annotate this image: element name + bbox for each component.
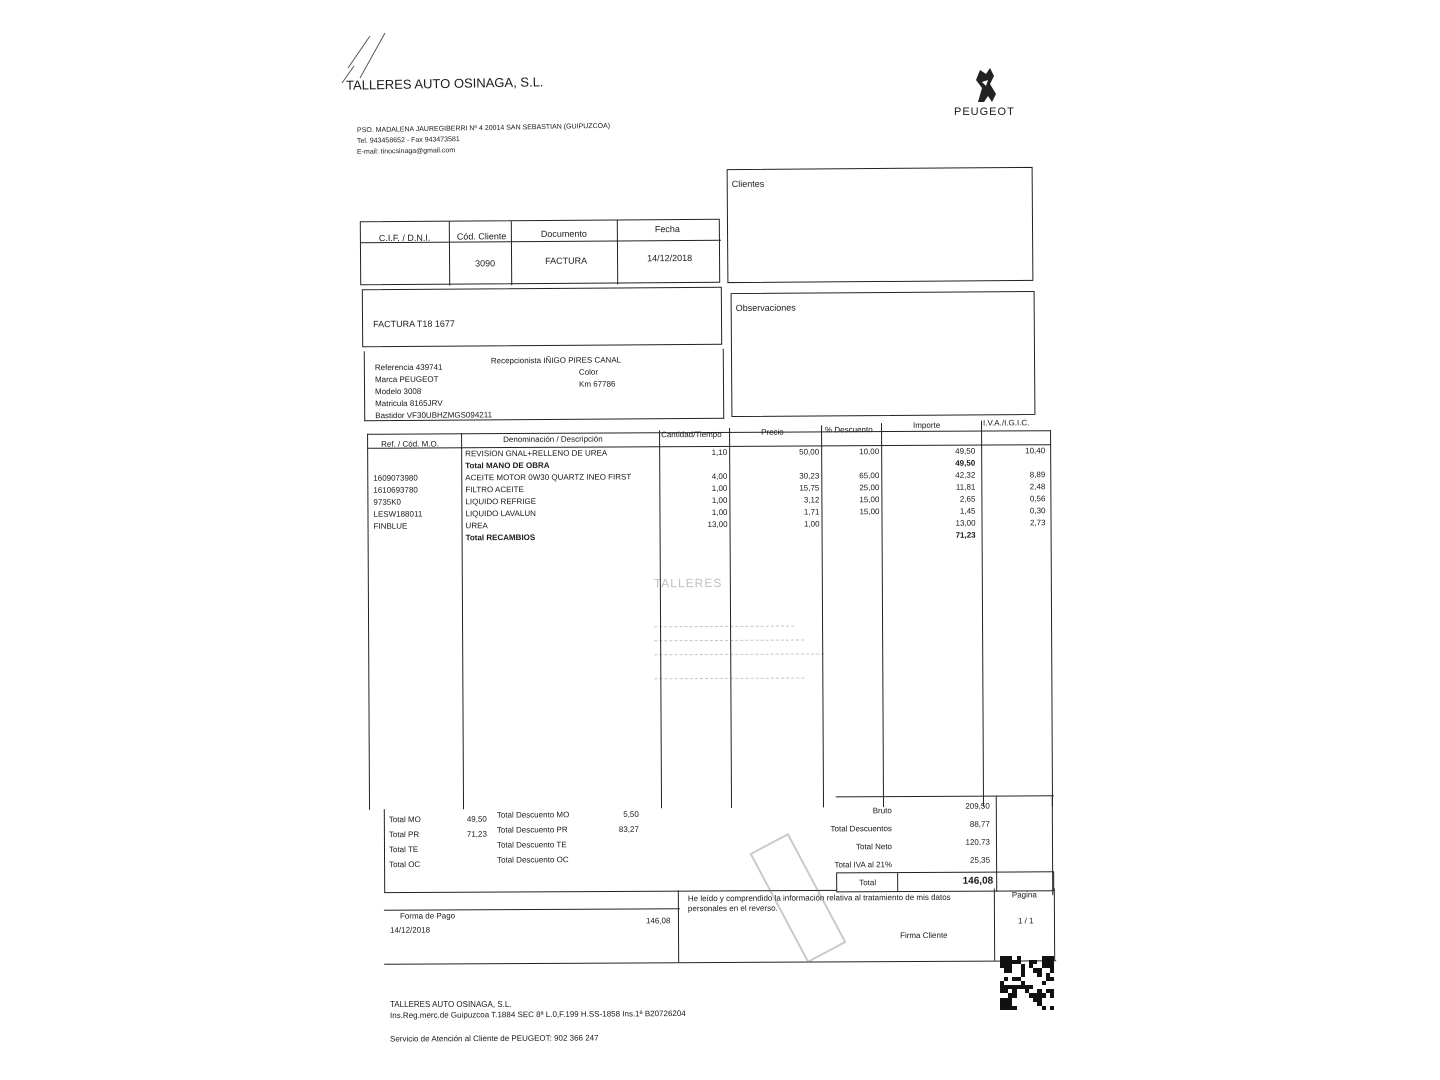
peugeot-lion-logo [964,64,1008,106]
grand-total-value: 146,08 [962,875,994,887]
cell-desc: LIQUIDO REFRIGE [465,496,537,507]
vehicle-km: Km 67786 [578,379,616,389]
company-stamp [644,567,905,698]
summary-disc-label: Total Descuento PR [496,825,568,835]
cell-desc: ACEITE MOTOR 0W30 QUARTZ INEO FIRST [465,472,632,483]
header-table [360,219,720,286]
document-label: Documento [540,228,587,239]
qr-module [1012,993,1016,997]
cell-qty: 1,00 [711,507,728,517]
cell-desc: LIQUIDO LAVALUN [465,508,536,519]
page-number: 1 / 1 [1017,916,1034,926]
total-discounts-value: 88,77 [969,819,990,829]
invoice-number: FACTURA T18 1677 [373,318,455,330]
vehicle-model: Modelo 3008 [375,386,422,397]
summary-value: 49,50 [466,814,487,824]
qr-module [1050,1006,1054,1010]
brand-name: PEUGEOT [954,106,1015,118]
cell-vat: 8,89 [1029,470,1046,480]
observations-label: Observaciones [735,302,796,314]
vat-total-label: Total IVA al 21% [834,860,893,870]
client-code-value: 3090 [475,258,496,269]
bottom-company: TALLERES AUTO OSINAGA, S.L. [390,1000,512,1009]
cell-desc: FILTRO ACEITE [465,484,524,495]
cell-ref: 1610693780 [373,485,418,495]
summary-right [780,795,1057,896]
cell-amount: 13,00 [955,518,976,528]
summary-disc-label: Total Descuento TE [496,840,567,850]
date-label: Fecha [654,224,680,235]
bottom-service: Servicio de Atención al Cliente de PEUGEOT: 902 366 247 [389,1033,599,1044]
grand-total-label: Total [859,878,877,888]
summary-label: Total OC [389,859,421,870]
bruto-value: 209,50 [965,801,990,811]
cell-disc: 10,00 [859,447,880,457]
cell-ref: FINBLUE [373,521,408,531]
vehicle-color: Color [578,367,599,377]
header-vat: I.V.A./I.G.I.C. [982,418,1030,428]
qr-module [1004,977,1008,981]
cell-ref: LESW188011 [373,509,423,519]
vehicle-brand: Marca PEUGEOT [374,374,439,385]
payment-amount: 146,08 [645,916,671,926]
header-description: Denominación / Descripción [503,434,603,445]
cell-price: 30,23 [799,471,820,481]
cell-desc: REVISION GNAL+RELLENO DE UREA [465,448,608,459]
company-name: TALLERES AUTO OSINAGA, S.L. [345,74,544,93]
qr-module [1042,993,1046,997]
bruto-label: Bruto [872,806,892,816]
cell-qty: 1,00 [711,495,728,505]
vehicle-plate: Matricula 8165JRV [375,398,443,409]
cell-disc: 15,00 [859,495,880,505]
header-price: Precio [761,427,784,437]
payment-method-label: Forma de Pago [399,911,456,921]
net-total-value: 120,73 [965,837,991,847]
summary-disc-label: Total Descuento OC [497,855,569,865]
qr-module [1042,981,1046,985]
vehicle-reference: Referencia 439741 [374,362,443,373]
summary-label: Total TE [388,845,419,855]
stamp-text: TALLERES [653,575,723,591]
qr-module [1033,960,1037,964]
client-code-label: Cód. Cliente [456,231,507,242]
cell-qty: 4,00 [711,471,728,481]
footer [384,888,1056,964]
company-address: PSO. MADALENA JAUREGIBERRI Nº 4 20014 SAN SEBASTIAN (GUIPUZCOA) [356,122,611,135]
qr-module [1012,1006,1016,1010]
qr-module [1037,973,1041,977]
cell-desc: UREA [465,521,488,531]
company-phone: Tel. 943458652 - Fax 943473581 [356,136,460,145]
cell-desc: Total RECAMBIOS [465,532,536,543]
bottom-registry: Ins.Reg.merc.de Guipuzcoa T.1884 SEC 8ª L.0,F.199 H.SS-1858 Ins.1ª B20726204 [389,1008,686,1021]
vehicle-vin: Bastidor VF30UBHZMGS094211 [375,410,493,421]
cif-label: C.I.F. / D.N.I. [378,232,431,244]
vehicle-receptionist: Recepcionista IÑIGO PIRES CANAL [490,355,622,366]
page-label: Pagina [1011,890,1037,900]
qr-module [1042,1006,1046,1010]
cell-price: 1,00 [803,519,820,529]
summary-disc-label: Total Descuento MO [496,810,570,820]
cell-vat: 10,40 [1025,446,1046,456]
cell-vat: 0,30 [1029,506,1046,516]
qr-module [1050,993,1054,997]
cell-amount: 49,50 [955,446,976,456]
observations-box [731,291,1036,417]
lines-table [367,416,1053,810]
summary-disc-value: 83,27 [618,824,639,834]
cell-amount: 1,45 [959,506,976,516]
qr-code [1000,956,1054,1010]
cell-desc: Total MANO DE OBRA [465,460,550,471]
header-amount: Importe [912,420,941,430]
summary-label: Total PR [388,829,420,840]
header-ref: Ref. / Cód. M.O. [381,439,439,449]
payment-date: 14/12/2018 [389,925,431,935]
cell-vat: 2,73 [1029,518,1046,528]
header-quantity: Cantidad/Tiempo [661,429,722,440]
company-email: E-mail: tinocsinaga@gmail.com [356,147,456,156]
cell-ref: 9735K0 [373,497,402,507]
cell-vat: 2,48 [1029,482,1046,492]
summary-value: 71,23 [466,829,487,839]
cell-disc: 65,00 [859,471,880,481]
cell-qty: 1,00 [711,483,728,493]
client-box [727,167,1034,283]
cell-disc: 15,00 [859,507,880,517]
vehicle-info-box [364,349,724,422]
date-value: 14/12/2018 [647,252,693,264]
cell-price: 15,75 [799,483,820,493]
total-discounts-label: Total Descuentos [830,824,892,834]
qr-module [1050,968,1054,972]
cell-vat: 0,56 [1029,494,1046,504]
privacy-notice: He leído y comprendido la información relativa al tratamiento de mis datos personales en el reverso. [687,892,951,914]
cell-price: 1,71 [803,507,820,517]
client-label: Clientes [731,178,765,190]
cell-disc: 25,00 [859,483,880,493]
cell-price: 3,12 [803,495,820,505]
cell-qty: 13,00 [707,519,728,530]
cell-price: 50,00 [799,447,820,457]
document-value: FACTURA [545,255,588,266]
summary-label: Total MO [388,814,421,825]
cell-amount: 71,23 [955,530,976,540]
qr-module [1008,968,1012,972]
qr-module [1029,985,1033,989]
vat-total-value: 25,35 [970,855,991,865]
qr-module [1050,977,1054,981]
cell-amount: 2,65 [959,494,976,504]
cell-qty: 1,10 [711,447,728,457]
qr-module [1021,973,1025,977]
header-discount: % Descuento [825,425,873,435]
cell-amount: 49,50 [955,458,976,468]
cell-amount: 42,32 [955,470,976,480]
signature-label: Firma Cliente [900,930,948,941]
cell-ref: 1609073980 [373,473,418,483]
net-total-label: Total Neto [855,842,893,852]
summary-disc-value: 5,50 [623,809,639,819]
cell-amount: 11,81 [955,482,976,492]
invoice-number-box [362,287,722,348]
